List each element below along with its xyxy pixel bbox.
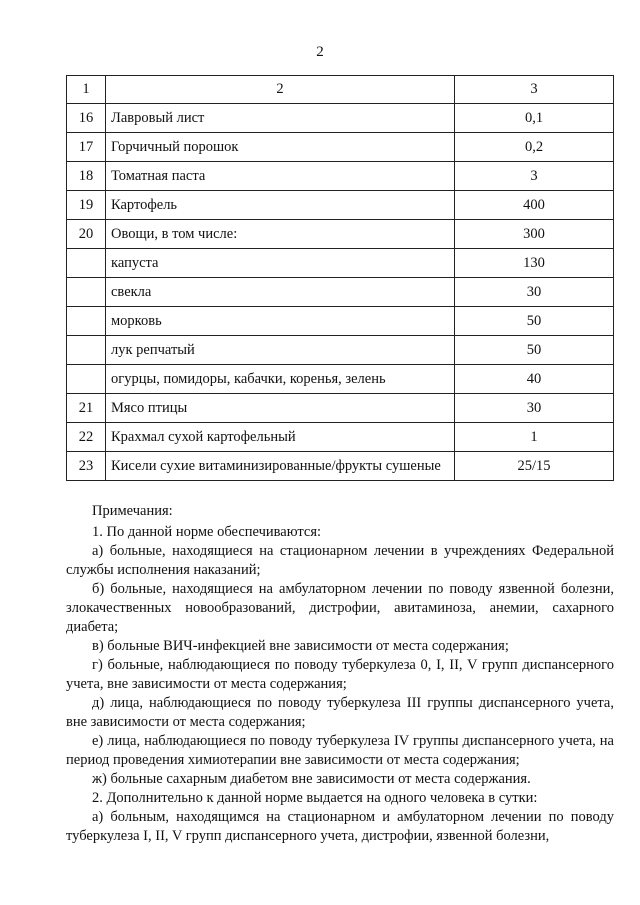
norm-value: 50 bbox=[455, 307, 614, 336]
table-row bbox=[67, 104, 614, 133]
note-paragraph: а) больным, находящимся на стационарном и амбулаторном лечении по поводу туберкулеза I, II, V групп диспансерного учета, дистрофии, язвенной болезни, bbox=[66, 809, 614, 844]
norm-value: 50 bbox=[455, 336, 614, 365]
norm-value: 30 bbox=[455, 278, 614, 307]
notes-body bbox=[66, 523, 614, 846]
note-paragraph: а) больные, находящиеся на стационарном лечении в учреждениях Федеральной службы исполнения наказаний; bbox=[66, 543, 614, 578]
product-name: Горчичный порошок bbox=[106, 133, 455, 162]
table-row bbox=[67, 220, 614, 249]
norm-value: 400 bbox=[455, 191, 614, 220]
norm-value: 40 bbox=[455, 365, 614, 394]
note-paragraph: 2. Дополнительно к данной норме выдается на одного человека в сутки: bbox=[92, 790, 538, 806]
header-col-3: 3 bbox=[455, 76, 614, 104]
header-col-1: 1 bbox=[67, 76, 106, 104]
row-number: 18 bbox=[67, 162, 106, 191]
note-paragraph: д) лица, наблюдающиеся по поводу туберкулеза III группы диспансерного учета, вне зависимости от места содержания; bbox=[66, 695, 614, 730]
product-name: Картофель bbox=[106, 191, 455, 220]
product-name: Крахмал сухой картофельный bbox=[106, 423, 455, 452]
row-number: 23 bbox=[67, 452, 106, 481]
row-number bbox=[67, 365, 106, 394]
note-paragraph: е) лица, наблюдающиеся по поводу туберкулеза IV группы диспансерного учета, на период проведения химиотерапии вне зависимости от места содержания; bbox=[66, 733, 614, 768]
row-number: 19 bbox=[67, 191, 106, 220]
table-row bbox=[67, 452, 614, 481]
product-name: Мясо птицы bbox=[106, 394, 455, 423]
product-name: капуста bbox=[106, 249, 455, 278]
table-row bbox=[67, 278, 614, 307]
table-row bbox=[67, 133, 614, 162]
product-name: Томатная паста bbox=[106, 162, 455, 191]
row-number bbox=[67, 249, 106, 278]
product-name: лук репчатый bbox=[106, 336, 455, 365]
product-name: огурцы, помидоры, кабачки, коренья, зелень bbox=[106, 365, 455, 394]
row-number: 20 bbox=[67, 220, 106, 249]
table-row bbox=[67, 191, 614, 220]
table-row bbox=[67, 249, 614, 278]
ration-table bbox=[66, 75, 614, 481]
row-number: 22 bbox=[67, 423, 106, 452]
row-number: 21 bbox=[67, 394, 106, 423]
norm-value: 1 bbox=[455, 423, 614, 452]
notes-section bbox=[66, 502, 614, 846]
header-col-2: 2 bbox=[106, 76, 455, 104]
norm-value: 130 bbox=[455, 249, 614, 278]
table-row bbox=[67, 307, 614, 336]
table-row bbox=[67, 394, 614, 423]
page-number: 2 bbox=[316, 44, 324, 60]
table-row bbox=[67, 336, 614, 365]
row-number bbox=[67, 307, 106, 336]
norm-value: 0,1 bbox=[455, 104, 614, 133]
table-row bbox=[67, 423, 614, 452]
row-number: 17 bbox=[67, 133, 106, 162]
notes-title: Примечания: bbox=[92, 503, 173, 519]
row-number bbox=[67, 278, 106, 307]
product-name: Лавровый лист bbox=[106, 104, 455, 133]
row-number: 16 bbox=[67, 104, 106, 133]
note-paragraph: в) больные ВИЧ-инфекцией вне зависимости от места содержания; bbox=[92, 638, 509, 654]
row-number bbox=[67, 336, 106, 365]
product-name: Овощи, в том числе: bbox=[106, 220, 455, 249]
norm-value: 0,2 bbox=[455, 133, 614, 162]
note-paragraph: 1. По данной норме обеспечиваются: bbox=[92, 524, 322, 540]
table-row bbox=[67, 365, 614, 394]
norm-value: 300 bbox=[455, 220, 614, 249]
note-paragraph: ж) больные сахарным диабетом вне зависимости от места содержания. bbox=[92, 771, 531, 787]
table-header-row bbox=[67, 76, 614, 104]
table-row bbox=[67, 162, 614, 191]
norm-value: 3 bbox=[455, 162, 614, 191]
product-name: Кисели сухие витаминизированные/фрукты сушеные bbox=[106, 452, 455, 481]
norm-value: 25/15 bbox=[455, 452, 614, 481]
norm-value: 30 bbox=[455, 394, 614, 423]
note-paragraph: б) больные, находящиеся на амбулаторном лечении по поводу язвенной болезни, злокачественных новообразований, дистрофии, авитаминоза, анемии, сахарного диабета; bbox=[66, 581, 614, 635]
product-name: морковь bbox=[106, 307, 455, 336]
product-name: свекла bbox=[106, 278, 455, 307]
note-paragraph: г) больные, наблюдающиеся по поводу туберкулеза 0, I, II, V групп диспансерного учета, вне зависимости от места содержания; bbox=[66, 657, 614, 692]
